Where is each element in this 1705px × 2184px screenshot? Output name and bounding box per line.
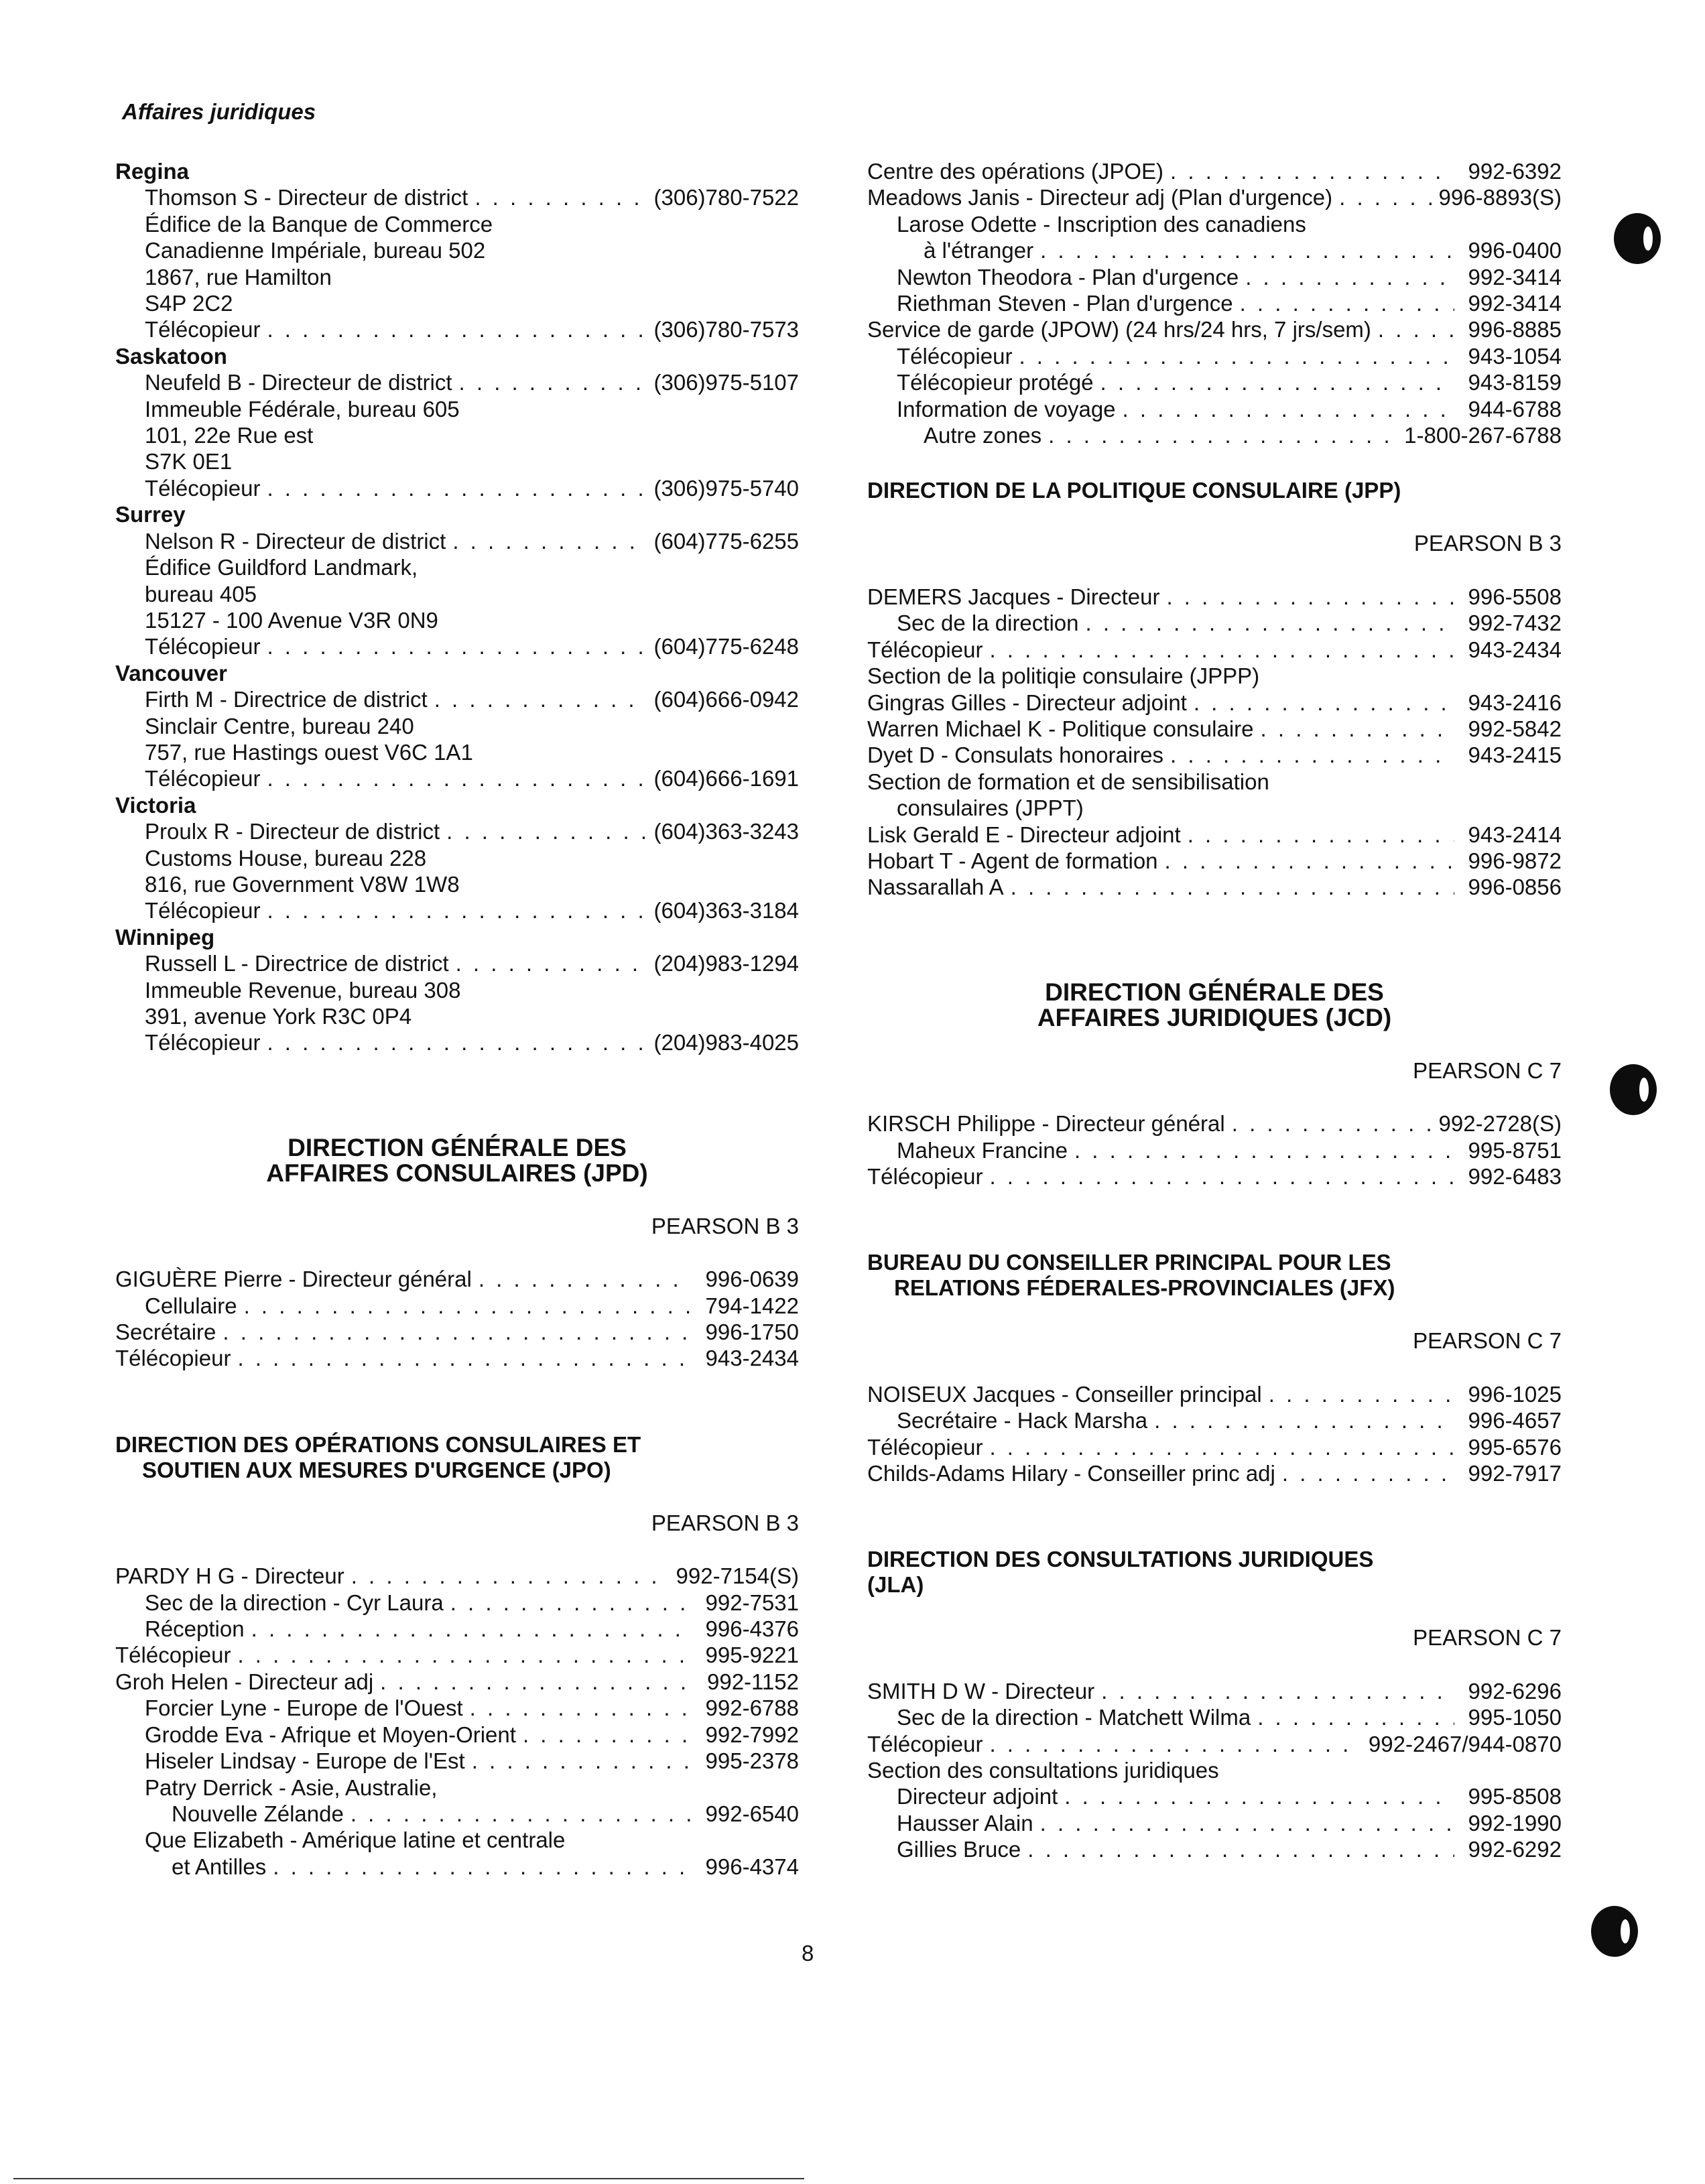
dot-leader [267,316,647,342]
entry-name: Télécopieur [145,1030,261,1055]
binder-hole-icon [1614,213,1661,264]
directory-entry [867,1381,1562,1407]
directory-text-line: Customs House, bureau 228 [145,845,427,871]
directory-entry [867,1434,1562,1460]
entry-name: Firth M - Directrice de district [145,687,428,712]
directory-entry [115,1029,799,1055]
dot-leader [989,637,1454,663]
dot-leader [1040,237,1454,263]
entry-name: Neufeld B - Directeur de district [145,370,452,395]
directory-text-line: Immeuble Revenue, bureau 308 [145,977,461,1003]
directory-entry [867,1110,1562,1137]
entry-name: Hobart T - Agent de formation [867,848,1158,873]
jpd-title-line2: AFFAIRES CONSULAIRES (JPD) [266,1159,648,1187]
dot-leader [459,369,647,395]
directory-entry [115,1293,799,1319]
phone-number: 943-2434 [705,1346,799,1371]
directory-text-line: Édifice Guildford Landmark, [145,555,418,580]
phone-number: (204)983-4025 [653,1030,799,1055]
dot-leader [1245,264,1454,290]
dot-leader [989,1434,1454,1460]
phone-number: 996-5508 [1468,584,1562,609]
directory-entry [867,343,1562,369]
jpp-title: DIRECTION DE LA POLITIQUE CONSULAIRE (JPP) [867,478,1401,503]
directory-entry [115,1345,799,1371]
dot-leader [1086,610,1455,636]
directory-text-line: Immeuble Fédérale, bureau 605 [145,396,460,422]
directory-entry [867,1163,1562,1190]
phone-number: 996-4657 [1468,1408,1562,1433]
entry-name: Lisk Gerald E - Directeur adjoint [867,822,1181,847]
directory-entry [867,396,1562,422]
entry-name: Nouvelle Zélande [172,1801,344,1826]
entry-name: Groh Helen - Directeur adj [115,1669,374,1694]
entry-name: Télécopieur [145,898,261,923]
phone-number: (306)780-7573 [653,317,799,342]
phone-number: 992-6788 [705,1695,799,1721]
phone-number: (204)983-1294 [653,951,799,976]
directory-entry [867,1836,1562,1862]
dot-leader [446,818,647,844]
entry-name: Meadows Janis - Directeur adj (Plan d'urgence) [867,185,1333,210]
directory-entry [867,716,1562,742]
entry-name: à l'étranger [924,238,1034,263]
phone-number: (604)363-3184 [653,898,799,923]
phone-number: 996-4376 [705,1616,799,1642]
directory-entry [867,1460,1562,1486]
dot-leader [1040,1810,1454,1836]
dot-leader [351,1563,670,1589]
directory-entry [867,158,1562,184]
phone-number: 992-3414 [1468,291,1562,316]
directory-entry [115,475,799,501]
entry-name: Childs-Adams Hilary - Conseiller princ adj [867,1461,1275,1486]
phone-number: 995-8751 [1468,1137,1562,1163]
dot-leader [273,1854,692,1880]
entry-name: Warren Michael K - Politique consulaire [867,716,1254,741]
jpd-title-line1: DIRECTION GÉNÉRALE DES [288,1133,627,1161]
phone-number: 996-4374 [705,1854,799,1879]
phone-number: 992-6540 [705,1801,799,1826]
jpd-location: PEARSON B 3 [651,1213,799,1238]
phone-number: 992-2467/944-0870 [1368,1731,1562,1756]
dot-leader [472,1748,692,1774]
jpo-location: PEARSON B 3 [651,1510,799,1535]
phone-number: 992-7992 [705,1722,799,1747]
jfx-location: PEARSON C 7 [1413,1328,1562,1354]
jfx-title-line1: BUREAU DU CONSEILLER PRINCIPAL POUR LES [867,1250,1391,1275]
directory-text-line: Patry Derrick - Asie, Australie, [145,1775,438,1800]
phone-number: 992-2728(S) [1438,1111,1562,1137]
phone-number: 996-8893(S) [1438,185,1562,210]
phone-number: 992-6296 [1468,1678,1562,1704]
dot-leader [434,686,647,712]
entry-name: Proulx R - Directeur de district [145,819,440,844]
entry-name: Gillies Bruce [897,1837,1021,1862]
entry-name: Télécopieur [115,1346,231,1371]
directory-entry [115,950,799,976]
dot-leader [1194,690,1454,716]
phone-number: 1-800-267-6788 [1404,423,1562,448]
phone-number: 992-6292 [1468,1837,1562,1862]
entry-name: Centre des opérations (JPOE) [867,159,1164,184]
phone-number: 995-1050 [1468,1705,1562,1730]
phone-number: 943-2415 [1468,743,1562,768]
dot-leader [351,1801,692,1827]
dot-leader [267,765,647,791]
directory-entry [867,184,1562,210]
directory-text-line: 816, rue Government V8W 1W8 [145,871,460,897]
directory-entry [115,1590,799,1616]
directory-entry [867,1704,1562,1730]
dot-leader [244,1293,692,1319]
district-offices-list [115,158,799,1056]
directory-text-line: Section de la politiqie consulaire (JPPP) [867,663,1260,689]
phone-number: 944-6788 [1468,396,1562,422]
dot-leader [1019,343,1454,369]
directory-entry [115,528,799,554]
entry-name: Newton Theodora - Plan d'urgence [897,264,1239,290]
entry-name: Réception [145,1616,245,1642]
jla-directory [867,1678,1562,1863]
entry-name: Autre zones [924,423,1042,448]
phone-number: 992-3414 [1468,264,1562,290]
phone-number: 996-0856 [1468,875,1562,900]
phone-number: (306)975-5107 [653,370,799,395]
jpp-directory [867,584,1562,901]
jpo-directory [115,1563,799,1880]
entry-name: Secrétaire - Hack Marsha [897,1408,1148,1433]
entry-name: Télécopieur [867,637,983,662]
binder-hole-icon [1610,1064,1657,1115]
entry-name: Gingras Gilles - Directeur adjoint [867,690,1187,715]
directory-text-line: S4P 2C2 [145,291,233,316]
entry-name: Riethman Steven - Plan d'urgence [897,291,1233,316]
entry-name: Dyet D - Consulats honoraires [867,743,1164,768]
entry-name: GIGUÈRE Pierre - Directeur général [115,1267,472,1292]
entry-name: Thomson S - Directeur de district [145,185,468,210]
directory-entry [867,369,1562,395]
dot-leader [1257,1704,1454,1730]
directory-entry [867,584,1562,610]
entry-name: Sec de la direction - Cyr Laura [145,1590,444,1615]
directory-entry [867,610,1562,636]
dot-leader [452,528,647,554]
jcd-title-line1: DIRECTION GÉNÉRALE DES [1045,978,1384,1006]
directory-text-line: bureau 405 [145,581,257,606]
directory-entry [115,1695,799,1721]
phone-number: (306)780-7522 [653,185,799,210]
dot-leader [267,1029,647,1055]
entry-name: Information de voyage [897,396,1116,422]
binder-hole-icon [1591,1906,1638,1957]
city-heading: Saskatoon [115,343,227,369]
phone-number: 995-6576 [1468,1434,1562,1460]
jcd-title-line2: AFFAIRES JURIDIQUES (JCD) [1037,1003,1392,1031]
dot-leader [1048,422,1397,448]
jla-title-line1: DIRECTION DES CONSULTATIONS JURIDIQUES [867,1547,1374,1572]
phone-number: 992-1990 [1468,1810,1562,1836]
entry-name: Cellulaire [145,1293,237,1318]
phone-number: (604)775-6248 [653,634,799,659]
dot-leader [1261,716,1454,742]
jpd-directory [115,1266,799,1372]
dot-leader [1232,1110,1432,1137]
entry-name: DEMERS Jacques - Directeur [867,584,1160,609]
directory-entry [115,1854,799,1880]
dot-leader [1282,1460,1454,1486]
directory-entry [867,237,1562,263]
directory-text-line: Larose Odette - Inscription des canadiens [897,211,1306,237]
jpo-title-line2: SOUTIEN AUX MESURES D'URGENCE (JPO) [142,1457,611,1482]
phone-number: 992-6392 [1468,159,1562,184]
directory-entry [115,1319,799,1345]
left-column [115,158,799,1880]
jla-title-line2: (JLA) [867,1572,924,1598]
entry-name: SMITH D W - Directeur [867,1678,1095,1704]
directory-entry [115,1722,799,1748]
directory-text-line: 757, rue Hastings ouest V6C 1A1 [145,739,473,765]
directory-entry [115,369,799,395]
jla-location: PEARSON C 7 [1413,1625,1562,1651]
phone-number: 943-2416 [1468,690,1562,715]
dot-leader [523,1722,692,1748]
page-number: 8 [802,1941,814,1966]
dot-leader [1339,184,1432,210]
directory-text-line: Édifice de la Banque de Commerce [145,211,493,237]
directory-entry [115,1266,799,1292]
dot-leader [237,1345,692,1371]
dot-leader [1011,874,1454,900]
directory-entry [867,874,1562,900]
entry-name: Télécopieur [145,317,261,342]
dot-leader [267,475,647,501]
directory-text-line: S7K 0E1 [145,449,233,474]
dot-leader [380,1669,692,1695]
directory-entry [115,1801,799,1827]
entry-name: Sec de la direction [897,611,1079,636]
city-heading: Victoria [115,792,196,818]
phone-number: 943-1054 [1468,343,1562,369]
directory-entry [867,637,1562,663]
jfx-directory [867,1381,1562,1487]
jfx-title-line2: RELATIONS FÉDERALES-PROVINCIALES (JFX) [894,1275,1395,1301]
entry-name: Télécopieur [867,1434,983,1460]
entry-name: Directeur adjoint [897,1784,1058,1809]
entry-name: Secrétaire [115,1320,216,1345]
dot-leader [989,1731,1361,1757]
phone-number: 996-0639 [705,1267,799,1292]
directory-entry [867,316,1562,342]
directory-entry [115,1563,799,1589]
entry-name: Nassarallah A [867,875,1004,900]
directory-entry [867,848,1562,874]
directory-text-line: Section des consultations juridiques [867,1758,1219,1783]
directory-text-line: consulaires (JPPT) [897,795,1084,821]
entry-name: Télécopieur [867,1163,983,1189]
entry-name: Télécopieur [867,1731,983,1756]
phone-number: 794-1422 [705,1293,799,1318]
entry-name: Hiseler Lindsay - Europe de l'Est [145,1748,465,1774]
directory-entry [115,1616,799,1642]
city-heading: Surrey [115,502,186,527]
dot-leader [1165,848,1454,874]
directory-entry [867,1731,1562,1757]
entry-name: Sec de la direction - Matchett Wilma [897,1705,1251,1730]
dot-leader [479,1266,692,1292]
dot-leader [223,1319,692,1345]
phone-number: 992-5842 [1468,716,1562,741]
directory-entry [115,686,799,712]
phone-number: (306)975-5740 [653,475,799,501]
directory-entry [115,316,799,342]
directory-entry [115,1669,799,1695]
jpp-location: PEARSON B 3 [1413,531,1562,556]
directory-entry [867,1783,1562,1809]
dot-leader [1166,584,1454,610]
directory-entry [867,742,1562,768]
directory-entry [867,1137,1562,1163]
phone-number: 996-9872 [1468,848,1562,873]
directory-entry [115,184,799,210]
entry-name: Télécopieur [897,343,1013,369]
phone-number: 992-1152 [706,1669,799,1694]
entry-name: Télécopieur [145,766,261,791]
phone-number: (604)666-0942 [653,687,799,712]
city-heading: Regina [115,159,190,184]
dot-leader [1100,369,1454,395]
phone-number: 996-1025 [1468,1381,1562,1407]
page-section-header: Affaires juridiques [122,99,316,124]
phone-number: 943-2414 [1468,822,1562,847]
dot-leader [1064,1783,1454,1809]
city-heading: Vancouver [115,660,227,686]
phone-number: 992-7917 [1468,1461,1562,1486]
dot-leader [1240,290,1454,316]
phone-number: (604)775-6255 [653,528,799,554]
dot-leader [1269,1381,1454,1407]
jpo-title-line1: DIRECTION DES OPÉRATIONS CONSULAIRES ET [115,1431,641,1457]
directory-entry [867,264,1562,290]
directory-entry [115,633,799,659]
dot-leader [1188,822,1454,848]
jcd-directory [867,1110,1562,1190]
dot-leader [1154,1407,1454,1433]
entry-name: PARDY H G - Directeur [115,1563,344,1589]
dot-leader [267,633,647,659]
phone-number: 996-0400 [1468,238,1562,263]
directory-entry [867,1678,1562,1704]
dot-leader [989,1163,1454,1190]
directory-entry [867,690,1562,716]
phone-number: 996-8885 [1468,317,1562,342]
dot-leader [450,1590,692,1616]
entry-name: Hausser Alain [897,1810,1033,1836]
phone-number: 995-9221 [705,1643,799,1668]
phone-number: (604)666-1691 [653,766,799,791]
directory-entry [867,422,1562,448]
directory-entry [115,765,799,791]
dot-leader [1074,1137,1454,1163]
phone-number: 992-6483 [1468,1163,1562,1189]
entry-name: NOISEUX Jacques - Conseiller principal [867,1381,1262,1407]
phone-number: 992-7531 [705,1590,799,1615]
directory-text-line: Que Elizabeth - Amérique latine et centrale [145,1827,566,1853]
phone-number: 992-7154(S) [676,1563,799,1589]
directory-text-line: Section de formation et de sensibilisation [867,769,1269,794]
entry-name: et Antilles [172,1854,267,1879]
directory-entry [115,1642,799,1668]
entry-name: KIRSCH Philippe - Directeur général [867,1111,1225,1137]
directory-entry [867,822,1562,848]
phone-number: 995-8508 [1468,1784,1562,1809]
phone-number: (604)363-3243 [653,819,799,844]
dot-leader [1027,1836,1454,1862]
directory-text-line: 391, avenue York R3C 0P4 [145,1004,412,1029]
dot-leader [237,1642,692,1668]
dot-leader [1101,1678,1454,1704]
entry-name: Télécopieur protégé [897,370,1094,395]
entry-name: Maheux Francine [897,1137,1068,1163]
phone-number: 943-2434 [1468,637,1562,662]
directory-entry [115,818,799,844]
dot-leader [1170,742,1454,768]
entry-name: Télécopieur [145,475,261,501]
directory-text-line: 1867, rue Hamilton [145,264,332,290]
dot-leader [475,184,647,210]
phone-number: 992-7432 [1468,611,1562,636]
dot-leader [1123,396,1454,422]
directory-text-line: 15127 - 100 Avenue V3R 0N9 [145,607,438,633]
dot-leader [251,1616,692,1642]
directory-entry [115,1748,799,1774]
dot-leader [470,1695,692,1721]
scan-edge-line [13,2178,804,2179]
jpo-continued-directory [867,158,1562,448]
entry-name: Russell L - Directrice de district [145,951,449,976]
phone-number: 943-8159 [1468,370,1562,395]
phone-number: 996-1750 [705,1320,799,1345]
right-column [867,158,1562,1863]
dot-leader [456,950,647,976]
dot-leader [1378,316,1454,342]
phone-number: 995-2378 [705,1748,799,1774]
entry-name: Nelson R - Directeur de district [145,528,446,554]
entry-name: Télécopieur [145,634,261,659]
directory-entry [115,897,799,923]
directory-text-line: 101, 22e Rue est [145,423,314,448]
dot-leader [1170,158,1454,184]
directory-entry [867,1407,1562,1433]
dot-leader [267,897,647,923]
directory-entry [867,290,1562,316]
entry-name: Télécopieur [115,1643,231,1668]
directory-text-line: Sinclair Centre, bureau 240 [145,713,414,738]
entry-name: Forcier Lyne - Europe de l'Ouest [145,1695,463,1721]
entry-name: Service de garde (JPOW) (24 hrs/24 hrs, 7 jrs/sem) [867,317,1371,342]
directory-text-line: Canadienne Impériale, bureau 502 [145,238,486,263]
entry-name: Grodde Eva - Afrique et Moyen-Orient [145,1722,516,1747]
directory-entry [867,1810,1562,1836]
jcd-location: PEARSON C 7 [1413,1057,1562,1083]
city-heading: Winnipeg [115,924,215,950]
